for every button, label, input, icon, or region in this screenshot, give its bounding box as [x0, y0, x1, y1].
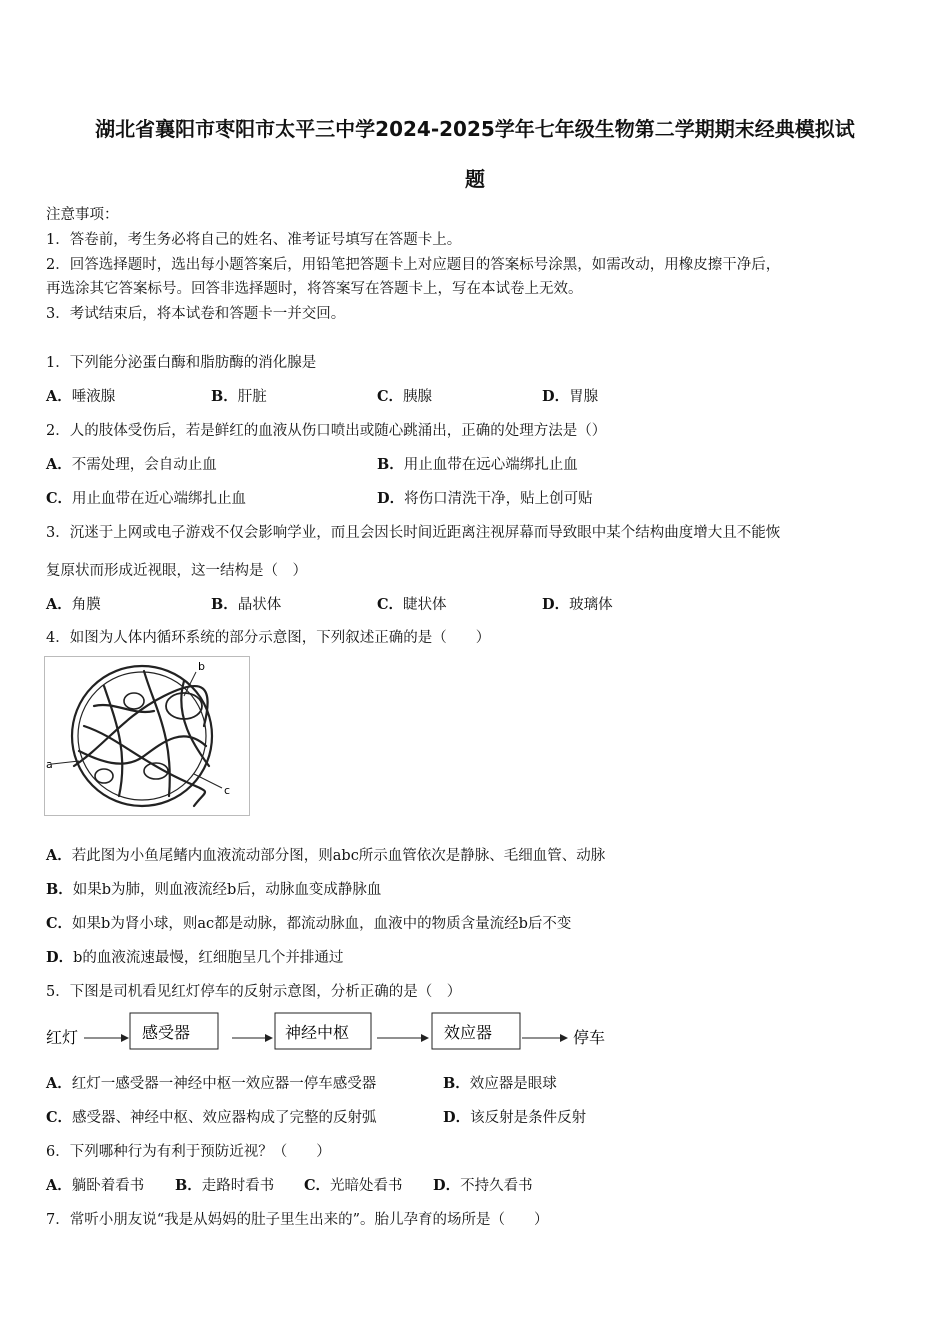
q2-stem: 2．人的肢体受伤后，若是鲜红的血液从伤口喷出或随心跳涌出，正确的处理方法是（） [46, 423, 607, 439]
circulation-diagram [44, 656, 250, 816]
q2-option-c: C．用止血带在近心端绑扎止血 [46, 490, 247, 507]
q6-option-d: D．不持久看书 [433, 1177, 533, 1194]
label-b: b [198, 660, 205, 673]
q1-option-a: A．唾液腺 [46, 388, 116, 405]
q3-option-b: B．晶状体 [211, 596, 282, 613]
q3-stem-line2: 复原状而形成近视眼，这一结构是（ ） [46, 563, 307, 579]
diagram-center: 神经中枢 [285, 1023, 350, 1042]
q6-stem: 6．下列哪种行为有利于预防近视？（ ） [46, 1144, 331, 1160]
q1-option-d: D．胃腺 [542, 388, 599, 405]
q1-option-c: C．胰腺 [377, 388, 433, 405]
q4-option-c: C．如果b为肾小球，则ac都是动脉，都流动脉血，血液中的物质含量流经b后不变 [46, 915, 572, 932]
notice-item-1: 1．答卷前，考生务必将自己的姓名、准考证号填写在答题卡上。 [46, 232, 462, 248]
q4-option-b: B．如果b为肺，则血液流经b后，动脉血变成静脉血 [46, 881, 382, 898]
notice-item-2-cont: 再选涂其它答案标号。回答非选择题时，将答案写在答题卡上，写在本试卷上无效。 [46, 281, 583, 297]
q1-option-b: B．肝脏 [211, 388, 267, 405]
q1-stem: 1．下列能分泌蛋白酶和脂肪酶的消化腺是 [46, 355, 317, 371]
q6-option-a: A．躺卧着看书 [46, 1177, 145, 1194]
q5-stem: 5．下图是司机看见红灯停车的反射示意图，分析正确的是（ ） [46, 984, 462, 1000]
notice-heading: 注意事项： [46, 207, 119, 223]
doc-title-line1: 湖北省襄阳市枣阳市太平三中学2024-2025学年七年级生物第二学期期末经典模拟试 [95, 117, 855, 141]
q6-option-b: B．走路时看书 [175, 1177, 275, 1194]
q4-option-a: A．若此图为小鱼尾鳍内血液流动部分图，则abc所示血管依次是静脉、毛细血管、动脉 [46, 847, 606, 864]
q5-option-c: C．感受器、神经中枢、效应器构成了完整的反射弧 [46, 1109, 377, 1126]
q5-option-a: A．红灯一感受器一神经中枢一效应器一停车感受器 [46, 1075, 377, 1092]
q4-stem: 4．如图为人体内循环系统的部分示意图，下列叙述正确的是（ ） [46, 630, 491, 646]
notice-item-2: 2．回答选择题时，选出每小题答案后，用铅笔把答题卡上对应题目的答案标号涂黑，如需改动，用橡皮擦干净后， [46, 257, 781, 273]
q3-option-d: D．玻璃体 [542, 596, 613, 613]
diagram-effector: 效应器 [444, 1023, 493, 1042]
q6-option-c: C．光暗处看书 [304, 1177, 403, 1194]
q3-stem-line1: 3．沉迷于上网或电子游戏不仅会影响学业，而且会因长时间近距离注视屏幕而导致眼中某个结构曲度增大且不能恢 [46, 525, 781, 541]
diagram-start: 红灯 [46, 1028, 79, 1047]
q2-option-b: B．用止血带在远心端绑扎止血 [377, 456, 578, 473]
notice-item-3: 3．考试结束后，将本试卷和答题卡一并交回。 [46, 306, 346, 322]
diagram-receptor: 感受器 [142, 1023, 191, 1042]
q7-stem: 7．常听小朋友说“我是从妈妈的肚子里生出来的”。胎儿孕育的场所是（ ） [46, 1212, 549, 1228]
q2-option-a: A．不需处理，会自动止血 [46, 456, 217, 473]
label-a: a [46, 758, 53, 771]
label-c: c [224, 784, 231, 797]
q2-option-d: D．将伤口清洗干净，贴上创可贴 [377, 490, 593, 507]
doc-title-line2: 题 [465, 167, 485, 191]
q5-option-d: D．该反射是条件反射 [443, 1109, 587, 1126]
q3-option-c: C．睫状体 [377, 596, 447, 613]
q5-option-b: B．效应器是眼球 [443, 1075, 557, 1092]
q4-option-d: D．b的血液流速最慢，红细胞呈几个并排通过 [46, 949, 344, 966]
q3-option-a: A．角膜 [46, 596, 101, 613]
reflex-arc-diagram [44, 1008, 624, 1054]
diagram-end: 停车 [573, 1028, 606, 1047]
